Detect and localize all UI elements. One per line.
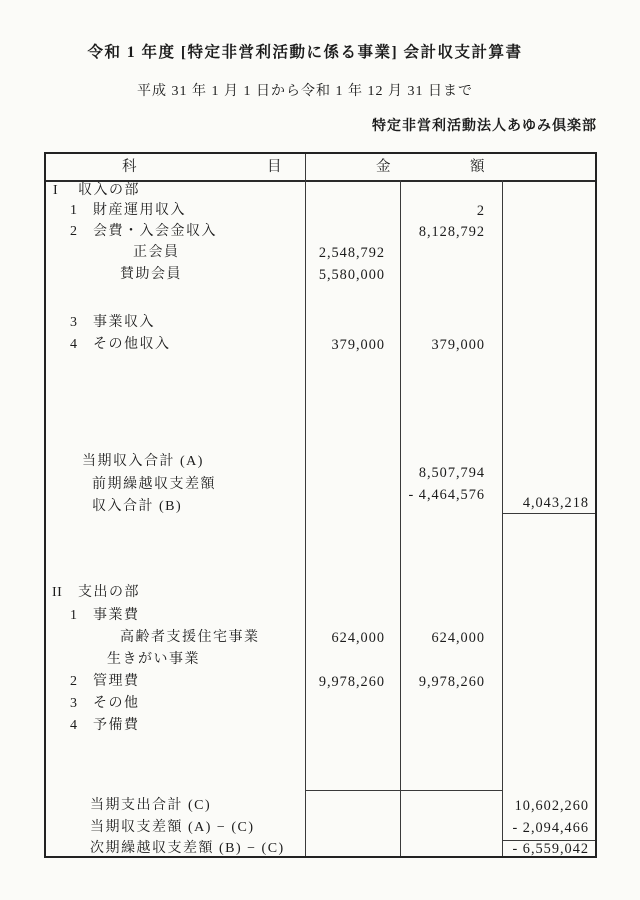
row-number: 3 [70, 315, 78, 330]
amount-col3: - 6,559,042 [512, 841, 589, 857]
subtotal-rule-expense-columns [305, 790, 502, 791]
header-amount-char-2: 額 [470, 159, 486, 175]
amount-col2: 379,000 [431, 337, 485, 353]
table-row [46, 264, 595, 286]
row-number: 1 [70, 608, 78, 623]
amount-col2: 624,000 [431, 630, 485, 646]
row-label: 正会員 [133, 245, 180, 260]
amount-col1: 2,548,792 [318, 245, 385, 261]
amount-col1: 624,000 [331, 630, 385, 646]
table-header-row [46, 154, 595, 180]
row-label: 当期収入合計 (A) [82, 454, 204, 469]
header-subject-char-1: 科 [122, 159, 138, 175]
amount-col1: 5,580,000 [318, 267, 385, 283]
row-label: 管理費 [93, 674, 140, 689]
row-label: 高齢者支援住宅事業 [120, 630, 260, 645]
table-row [46, 312, 595, 334]
amount-col3: 10,602,260 [514, 798, 589, 814]
row-label: 当期支出合計 (C) [90, 798, 212, 813]
table-row [46, 693, 595, 715]
row-number: 3 [70, 696, 78, 711]
amount-col1: 9,978,260 [318, 674, 385, 690]
row-label: 生きがい事業 [107, 652, 200, 667]
table-row-expense-section [46, 582, 595, 604]
table-row-income-grand-total [46, 496, 595, 518]
table-row [46, 671, 595, 693]
table-row [46, 242, 595, 264]
table-row [46, 649, 595, 671]
table-row-income-section [46, 180, 595, 202]
table-row [46, 334, 595, 356]
document-title: 令和 1 年度 [特定非営利活動に係る事業] 会計収支計算書 [87, 44, 523, 61]
header-subject-char-2: 目 [267, 159, 283, 175]
row-label: 事業費 [93, 608, 140, 623]
amount-col2: 8,507,794 [418, 465, 485, 481]
table-row [46, 715, 595, 737]
organization-name: 特定非営利活動法人あゆみ倶楽部 [372, 119, 597, 134]
row-number: 4 [70, 337, 78, 352]
amount-col1: 379,000 [331, 337, 385, 353]
header-amount-char-1: 金 [376, 159, 392, 175]
row-number: II [52, 585, 63, 600]
row-label: 収入の部 [78, 183, 140, 198]
amount-col2: 2 [476, 203, 485, 219]
table-row [46, 605, 595, 627]
table-row-carryover-next [46, 838, 595, 860]
row-label: その他 [93, 696, 140, 711]
row-label: 次期繰越収支差額 (B) − (C) [90, 841, 285, 856]
table-row-expense-total [46, 795, 595, 817]
document-period: 平成 31 年 1 月 1 日から令和 1 年 12 月 31 日まで [137, 84, 473, 99]
row-number: 4 [70, 718, 78, 733]
table-row [46, 221, 595, 243]
row-label: その他収入 [93, 337, 171, 352]
table-row-income-total [46, 451, 595, 481]
amount-col2: 8,128,792 [418, 224, 485, 240]
amount-col2: - 4,464,576 [408, 487, 485, 503]
table-row [46, 200, 595, 222]
amount-col2: 9,978,260 [418, 674, 485, 690]
row-number: I [53, 183, 59, 198]
row-label: 前期繰越収支差額 [92, 477, 216, 492]
row-label: 財産運用収入 [93, 203, 186, 218]
table-row [46, 627, 595, 649]
row-label: 支出の部 [78, 585, 140, 600]
statement-table [44, 152, 597, 858]
table-row-net-balance [46, 817, 595, 839]
row-label: 事業収入 [93, 315, 155, 330]
row-label: 賛助会員 [120, 267, 182, 282]
row-number: 2 [70, 224, 78, 239]
row-label: 当期収支差額 (A) − (C) [90, 820, 255, 835]
amount-col3: 4,043,218 [522, 495, 589, 511]
row-number: 1 [70, 203, 78, 218]
row-number: 2 [70, 674, 78, 689]
amount-col3: - 2,094,466 [512, 820, 589, 836]
row-label: 収入合計 (B) [92, 499, 183, 514]
row-label: 予備費 [93, 718, 140, 733]
row-label: 会費・入会金収入 [93, 224, 217, 239]
